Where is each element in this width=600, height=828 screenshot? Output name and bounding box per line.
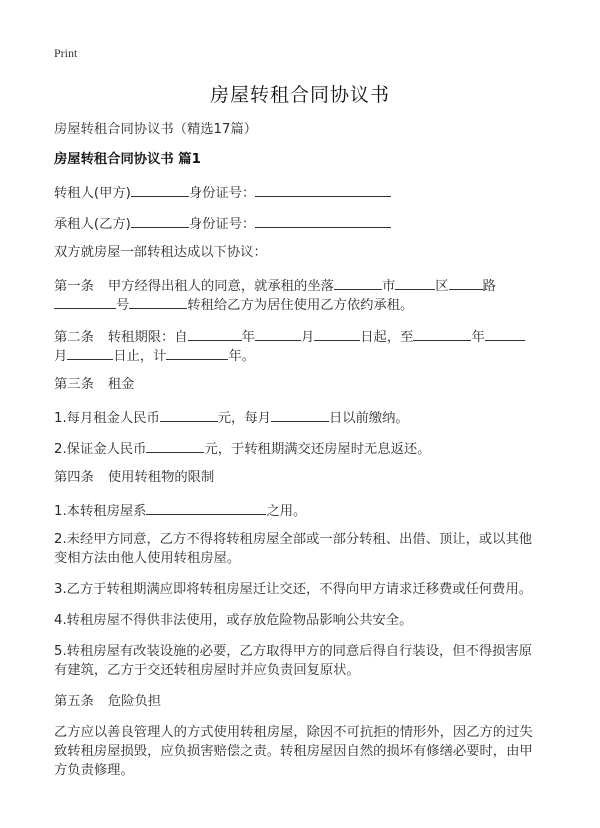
rent-amount-field[interactable] (160, 406, 218, 422)
year-label: 年 (471, 330, 485, 345)
day-end-label: 日止，计 (113, 349, 167, 364)
article1-label: 第一条 (54, 279, 94, 294)
article5-line2: 致转租房屋损毁，应负损害赔偿之责。转租房屋因自然的损坏有修缮必要时，由甲 (54, 744, 533, 759)
article5-label: 第五条 (54, 694, 94, 709)
rent-unit-label: 元，每月 (217, 411, 271, 426)
end-day-field[interactable] (67, 344, 113, 360)
month-label: 月 (300, 330, 315, 345)
article2-line2 (54, 344, 255, 366)
use-purpose-field[interactable] (146, 499, 266, 515)
district-field[interactable] (449, 274, 483, 290)
article1-text-b: 转租给乙方为居住使用乙方依约承租。 (187, 298, 414, 313)
rent-day-field[interactable] (271, 406, 329, 422)
article3-item2 (54, 437, 431, 459)
deposit-amount-field[interactable] (146, 437, 204, 453)
article2-text: 转租期限：自 (107, 330, 188, 345)
article4-item5-line1: 5.转租房屋有改装设施的必要，乙方取得甲方的同意后得自行装设，但不得损害原 (54, 644, 533, 659)
number-field[interactable] (129, 293, 187, 309)
party-b-label: 承租人(乙方) (54, 217, 131, 232)
article3-heading (54, 375, 134, 394)
id-label: 身份证号： (188, 217, 256, 232)
start-year-field[interactable] (188, 325, 242, 341)
location-field[interactable] (334, 274, 382, 290)
article3-title: 租金 (107, 377, 135, 392)
article4-item4: 4.转租房屋不得供非法使用，或存放危险物品影响公共安全。 (54, 613, 413, 628)
end-year-field[interactable] (413, 325, 471, 341)
party-b-name-field[interactable] (131, 212, 189, 228)
id-label: 身份证号： (188, 186, 256, 201)
article3-label: 第三条 (54, 377, 94, 392)
city-field[interactable] (395, 274, 435, 290)
district-label: 区 (435, 279, 449, 294)
document-title: 房屋转租合同协议书 (209, 84, 390, 106)
article5-heading (54, 692, 161, 711)
article4-item2-line2: 变相方法由他人使用转租房屋。 (54, 551, 241, 566)
term-years-field[interactable] (166, 344, 228, 360)
party-a-row (54, 181, 391, 203)
party-b-row (54, 212, 391, 234)
party-a-label: 转租人(甲方) (54, 186, 131, 201)
intro-text: 双方就房屋一部转租达成以下协议： (54, 245, 267, 260)
end-month-field[interactable] (485, 325, 525, 341)
article1-text: 甲方经得出租人的同意，就承租的坐落 (107, 279, 334, 294)
document-subtitle: 房屋转租合同协议书（精选17篇） (54, 122, 258, 137)
start-month-field[interactable] (255, 325, 301, 341)
article4-heading (54, 468, 214, 487)
article4-item1 (54, 499, 306, 521)
road-label: 路 (482, 279, 496, 294)
number-label: 号 (116, 298, 130, 313)
road-field[interactable] (54, 293, 116, 309)
party-b-id-field[interactable] (255, 212, 391, 228)
article5-line1: 乙方应以善良管理人的方式使用转租房屋，除因不可抗拒的情形外，因乙方的过失 (54, 725, 533, 740)
month-label: 月 (54, 349, 68, 364)
article1-line2 (54, 293, 413, 315)
party-a-name-field[interactable] (131, 181, 189, 197)
use-purpose-suffix: 之用。 (266, 504, 307, 519)
day-start-label: 日起，至 (360, 330, 414, 345)
rent-due-label: 日以前缴纳。 (328, 411, 409, 426)
article3-item1 (54, 406, 409, 428)
start-day-field[interactable] (314, 325, 360, 341)
city-label: 市 (381, 279, 396, 294)
section-heading: 房屋转租合同协议书 篇1 (54, 152, 201, 167)
rent-label: 1.每月租金人民币 (54, 411, 160, 426)
year-label: 年 (241, 330, 255, 345)
article4-item2-line1: 2.未经甲方同意，乙方不得将转租房屋全部或一部分转租、出借、顶让，或以其他 (54, 532, 533, 547)
article2-label: 第二条 (54, 330, 94, 345)
article4-label: 第四条 (54, 470, 94, 485)
use-purpose-label: 1.本转租房屋系 (54, 504, 147, 519)
party-a-id-field[interactable] (255, 181, 391, 197)
article4-title: 使用转租物的限制 (107, 470, 215, 485)
deposit-label: 2.保证金人民币 (54, 442, 147, 457)
deposit-text: 元，于转租期满交还房屋时无息返还。 (204, 442, 431, 457)
year-end-label: 年。 (228, 349, 256, 364)
print-label: Print (54, 46, 78, 60)
article5-line3: 方负责修理。 (54, 763, 134, 778)
article5-title: 危险负担 (107, 694, 162, 709)
article4-item3: 3.乙方于转租期满应即将转租房屋迁让交还，不得向甲方请求迁移费或任何费用。 (54, 582, 533, 597)
article4-item5-line2: 有建筑，乙方于交还转租房屋时并应负责回复原状。 (54, 663, 360, 678)
